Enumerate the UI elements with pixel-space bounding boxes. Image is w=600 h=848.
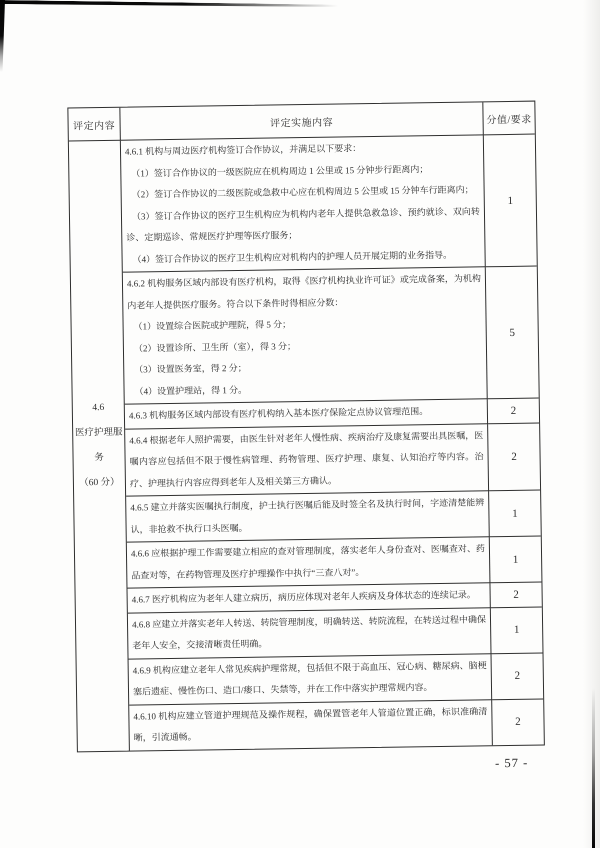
category-label-line: 务 <box>94 452 104 463</box>
scanned-content <box>67 101 543 808</box>
criterion-paragraph: 4.6.6 应根据护理工作需要建立相应的查对管理制度，落实老年人身份查对、医嘱查对、药品查对等，在药物管理及医疗护理操作中执行“三查八对”。 <box>130 543 486 581</box>
score-cell-4.6.7: 2 <box>490 583 541 608</box>
assessment-table <box>67 101 545 752</box>
scan-edge-top-artifact <box>0 0 338 9</box>
criterion-paragraph: （2）设置诊所、卫生所（室），得 3 分； <box>133 340 297 354</box>
criterion-paragraph: 4.6.2 机构服务区域内部设有医疗机构，取得《医疗机构执业许可证》或完成备案，为机构内老年人提供医疗服务。符合以下条件时得相应分数： <box>126 273 482 311</box>
score-cell-4.6.6: 1 <box>490 537 542 584</box>
criterion-paragraph: 4.6.8 应建立并落实老年人转送、转院管理制度，明确转送、转院流程，在转送过程中确保老年人安全，交接清晰责任明确。 <box>131 613 487 651</box>
criterion-cell-4.6.4 <box>125 424 489 497</box>
criterion-paragraph: （3）设置医务室，得 2 分； <box>134 362 247 375</box>
criterion-paragraph: （3）签订合作协议的医疗卫生机构应为机构内老年人提供急救急诊、预约就诊、双向转诊、定期巡诊、常规医疗护理等医疗服务； <box>126 205 481 243</box>
category-label-line: （60 分） <box>79 477 120 489</box>
criterion-paragraph: （1）设置综合医院或护理院，得 5 分； <box>133 319 292 332</box>
score-cell-4.6.10: 2 <box>515 715 521 728</box>
criterion-paragraph: （2）签订合作协议的二级医院或急救中心应在机构周边 5 公里或 15 分钟车行距离内； <box>131 184 474 200</box>
criterion-paragraph: 4.6.1 机构与周边医疗机构签订合作协议，并满足以下要求： <box>124 143 362 157</box>
score-cell-4.6.4: 2 <box>488 423 540 491</box>
column-header-score-requirement: 分值/要求 <box>483 102 534 136</box>
category-cell-4-6-medical-nursing-service <box>69 141 130 751</box>
criterion-paragraph: 4.6.5 建立并落实医嘱执行制度，护士执行医嘱后能及时签全名及执行时间，字迹清楚能辨认，非抢救不执行口头医嘱。 <box>130 497 485 535</box>
category-label-line: 医疗护理服 <box>74 427 123 439</box>
score-cell-4.6.9: 2 <box>492 653 544 700</box>
criterion-paragraph: 4.6.4 根据老年人照护需要，由医生针对老年人慢性病、疾病治疗及康复需要出具医嘱，医嘱内容应包括但不限于慢性病管理、药物管理、医疗护理、康复、认知治疗等内容。治疗、护理执行内容应得到老年人及相关第三方确认。 <box>129 429 484 489</box>
criterion-paragraph: （1）签订合作协议的一级医院应在机构周边 1 公里或 15 分钟步行距离内； <box>131 163 429 179</box>
scan-edge-right-artifact <box>592 688 595 848</box>
category-label-line: 4.6 <box>92 402 105 413</box>
score-cell-4.6.2: 5 <box>486 267 539 400</box>
score-cell-4.6.1: 1 <box>484 135 537 268</box>
column-header-implementation-content: 评定实施内容 <box>120 102 483 140</box>
page-number: - 57 - <box>495 755 529 771</box>
column-header-evaluation-content: 评定内容 <box>68 108 120 142</box>
criterion-paragraph: （4）签订合作协议的医疗卫生机构应对机构内的护理人员开展定期的业务指导。 <box>132 249 453 265</box>
criterion-paragraph: 4.6.10 机构应建立管道护理规范及操作规程，确保置管老年人管道位置正确，标识准确清晰，引流通畅。 <box>133 705 488 743</box>
criterion-cell-4.6.8 <box>128 608 492 659</box>
criterion-cell-4.6.1 <box>121 135 486 272</box>
score-cell-4.6.5: 1 <box>489 491 541 538</box>
criterion-paragraph: 4.6.3 机构服务区域内部设有医疗机构纳入基本医疗保险定点协议管理范围。 <box>128 406 429 421</box>
criterion-cell-4.6.5 <box>126 491 490 542</box>
criterion-paragraph: 4.6.7 医疗机构应为老年人建立病历，病历应体现对老年人疾病及身体状态的连续记录。 <box>131 589 476 605</box>
criterion-paragraph: 4.6.9 机构应建立老年人常见疾病护理常规，包括但不限于高血压、冠心病、糖尿病、脑梗塞后遗症、慢性伤口、造口/瘘口、失禁等，并在工作中落实护理常规内容。 <box>132 659 487 697</box>
criterion-cell-4.6.6 <box>127 537 491 588</box>
criterion-cell-4.6.10 <box>129 700 493 750</box>
score-cell-4.6.3: 2 <box>488 399 539 424</box>
criterion-cell-4.6.9 <box>129 654 493 705</box>
criterion-cell-4.6.2 <box>123 267 488 404</box>
scan-edge-left-artifact <box>0 0 5 72</box>
criterion-paragraph: （4）设置护理站，得 1 分。 <box>134 384 248 397</box>
score-cell-4.6.8: 1 <box>491 607 543 654</box>
